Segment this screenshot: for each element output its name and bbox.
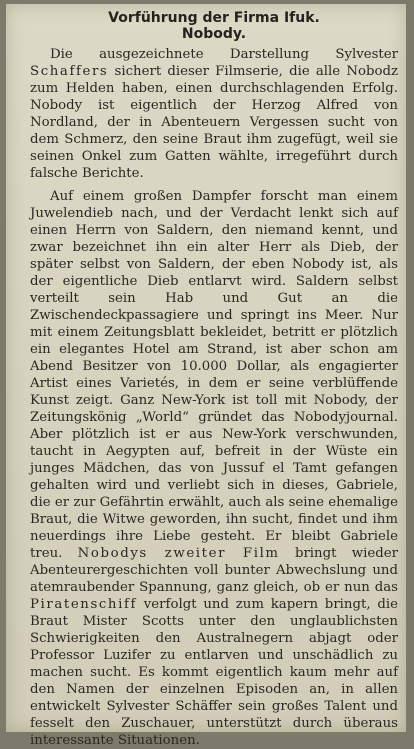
article-subtitle: Nobody. <box>181 26 247 42</box>
newspaper-clipping <box>6 4 406 748</box>
paragraph-plot-text-1: Auf einem großen Dampfer forscht man einem Juwelendieb nach, und der Verdacht lenkt sich auf einen Herrn von Saldern, den niemand kennt, und zwar bezeichnet ihn ein alter Herr als Dieb, der später selbst von Saldern, der eben Nobody ist, als der eigentliche Dieb entlarvt wird. Saldern selbst verteilt sein Hab und Gut an die Zwischendeckpassagiere und springt ins Meer. Nur mit einem Zeitungsblatt bekleidet, betritt er plötzlich ein elegantes Hotel am Strand, ist aber schon am Abend Besitzer von 10.000 Dollar, als engagierter Artist eines Varietés, in dem er seine verblüffende Kunst zeigt. Ganz New-York ist toll mit Nobody, der Zeitungskönig „World“ gründet das Nobodyjournal. Aber plötzlich ist er aus New-York verschwunden, taucht in Aegypten auf, befreit in der Wüste ein junges Mädchen, das von Jussuf el Tamt gefangen gehalten wird und verliebt sich in dieses, Gabriele, die er zur Gefährtin erwählt, auch als seine ehemalige Braut, die Witwe geworden, ihn sucht, findet und ihm neuerdings ihre Liebe gesteht. Er bleibt Gabriele treu. <box>30 189 398 561</box>
paragraph-intro <box>30 46 398 182</box>
pirate-ship-spaced: Piratenschiff <box>30 597 137 612</box>
paragraph-intro-text-2: sichert dieser Filmserie, die alle Nobodz zum Helden haben, einen durchschlagenden Erfolg. Nobody ist eigentlich der Herzog Alfred von Nordland, der in Abenteuern Vergessen sucht von dem Schmerz, den seine Braut ihm zugefügt, weil sie seinen Onkel zum Gatten wählte, irregeführt durch falsche Berichte. <box>30 64 398 181</box>
paragraph-plot-text-3: verfolgt und zum kapern bringt, die Braut Mister Scotts unter den unglaublichsten Schwierigkeiten den Australnegern abjagt oder Professor Luzifer zu entlarven und unschädlich zu machen sucht. Es kommt eigentlich kaum mehr auf den Namen der einzelnen Episoden an, in allen entwickelt Sylvester Schäffer sein großes Talent und fesselt den Zuschauer, unterstützt durch überaus interessante Situationen. <box>30 597 398 748</box>
paragraph-intro-text-1: Die ausgezeichnete Darstellung Sylvester <box>50 47 398 62</box>
article-title: Vorführung der Firma Ifuk. <box>108 10 320 26</box>
article <box>30 10 398 749</box>
second-film-title-spaced: Nobodys zweiter Film <box>77 546 280 561</box>
paragraph-plot <box>30 188 398 749</box>
actor-name-spaced: Schaffers <box>30 64 109 79</box>
paragraph-plot-text-2: bringt wieder Abenteurergeschichten voll bunter Abwechslung und atemraubender Spannung, ganz gleich, ob er nun das <box>30 546 399 595</box>
